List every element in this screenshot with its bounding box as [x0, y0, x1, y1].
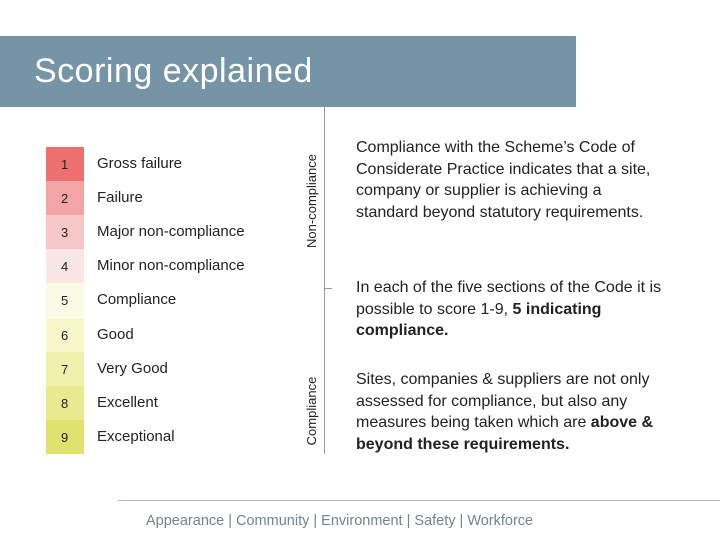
- paragraph-score-range-text: In each of the five sections of the Code it is possible to score 1-9,: [356, 279, 662, 318]
- score-row-8: [46, 386, 306, 420]
- paragraph-score-range-bold: 5 indicating compliance.: [356, 300, 602, 339]
- footer-divider: [118, 500, 720, 501]
- score-number-8: 8: [46, 386, 84, 420]
- score-number-7: 7: [46, 352, 84, 386]
- score-number-4: 4: [46, 249, 84, 283]
- score-row-2: [46, 181, 306, 215]
- score-row-6: [46, 318, 306, 352]
- score-label-3: Major non-compliance: [97, 223, 245, 240]
- score-row-7: [46, 352, 306, 386]
- vertical-divider-bottom: [324, 288, 325, 454]
- non-compliance-group-label: Non-compliance: [304, 154, 319, 248]
- score-row-5: [46, 283, 306, 317]
- score-label-9: Exceptional: [97, 428, 175, 445]
- horizontal-divider: [324, 288, 332, 289]
- score-number-5: 5: [46, 283, 84, 317]
- score-label-2: Failure: [97, 189, 143, 206]
- score-label-4: Minor non-compliance: [97, 257, 245, 274]
- score-number-3: 3: [46, 215, 84, 249]
- score-number-6: 6: [46, 318, 84, 352]
- page-title: Scoring explained: [34, 52, 313, 90]
- score-number-2: 2: [46, 181, 84, 215]
- score-label-6: Good: [97, 326, 134, 343]
- paragraph-beyond-compliance: [356, 369, 666, 455]
- paragraph-compliance-definition: Compliance with the Scheme’s Code of Considerate Practice indicates that a site, company or supplier is achieving a standard beyond statutory requirements.: [356, 139, 651, 221]
- score-row-1: [46, 147, 306, 181]
- score-label-7: Very Good: [97, 360, 168, 377]
- score-row-9: [46, 420, 306, 454]
- paragraph-score-range: [356, 277, 666, 342]
- paragraph-beyond-bold: above & beyond these requirements.: [356, 414, 654, 453]
- score-row-3: [46, 215, 306, 249]
- footer-categories: Appearance | Community | Environment | Safety | Workforce: [146, 513, 534, 529]
- compliance-group-label: Compliance: [304, 376, 319, 446]
- vertical-divider-top: [324, 107, 325, 288]
- score-number-1: 1: [46, 147, 84, 181]
- score-number-9: 9: [46, 420, 84, 454]
- score-row-4: [46, 249, 306, 283]
- score-label-5: Compliance: [97, 291, 177, 308]
- score-label-1: Gross failure: [97, 155, 183, 172]
- score-label-8: Excellent: [97, 394, 158, 411]
- paragraph-beyond-text: Sites, companies & suppliers are not only assessed for compliance, but also any measures being taken which are: [356, 371, 650, 431]
